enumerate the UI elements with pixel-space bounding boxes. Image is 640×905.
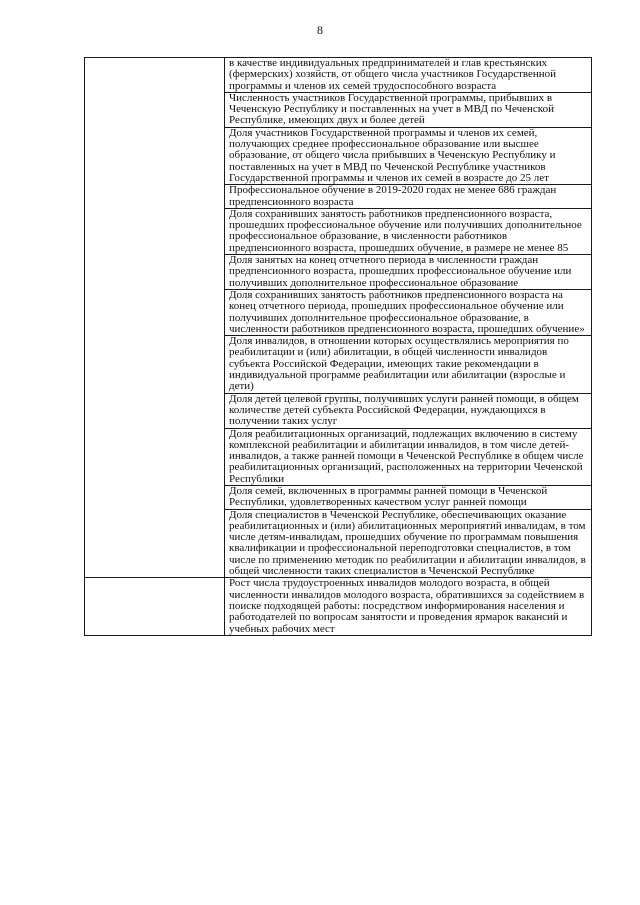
indicator-cell: в качестве индивидуальных предпринимателей и глав крестьянских (фермерских) хозяйств, от общего числа участников Государственной программы и членов их семей трудоспособного возраста xyxy=(225,58,592,93)
indicator-cell: Доля семей, включенных в программы ранней помощи в Чеченской Республики, удовлетворенных качеством услуг ранней помощи xyxy=(225,485,592,509)
indicator-cell: Доля детей целевой группы, получивших услуги ранней помощи, в общем количестве детей субъекта Российской Федерации, нуждающихся в получении таких услуг xyxy=(225,393,592,428)
table-row xyxy=(85,58,592,93)
indicator-cell: Доля сохранивших занятость работников предпенсионного возраста на конец отчетного периода, прошедших профессиональное обучение или получивших дополнительное профессиональное образование, в численности работников предпенсионного возраста, прошедших обучение» xyxy=(225,289,592,335)
indicator-cell: Профессиональное обучение в 2019-2020 годах не менее 686 граждан предпенсионного возраста xyxy=(225,185,592,209)
indicator-cell: Доля реабилитационных организаций, подлежащих включению в систему комплексной реабилитации и абилитации инвалидов, в том числе детей-инвалидов, а также ранней помощи в Чеченской Республике в общем числе реабилитационных организаций, расположенных на территории Чеченской Республики xyxy=(225,428,592,485)
indicator-cell: Доля инвалидов, в отношении которых осуществлялись мероприятия по реабилитации и (или) абилитации, в общей численности инвалидов субъекта Российской Федерации, имеющих такие рекомендации в индивидуальной программе реабилитации или абилитации (взрослые и дети) xyxy=(225,336,592,393)
indicator-cell: Доля специалистов в Чеченской Республике, обеспечивающих оказание реабилитационных и (или) абилитационных мероприятий инвалидам, в том числе детям-инвалидам, прошедших обучение по программам повышения квалификации и профессиональной переподготовки специалистов, в том числе по применению методик по реабилитации и абилитации инвалидов, в общей численности таких специалистов в Чеченской Республике xyxy=(225,509,592,578)
left-empty-cell xyxy=(85,578,225,635)
indicator-cell: Доля занятых на конец отчетного периода в численности граждан предпенсионного возраста, прошедших профессиональное обучение или получивших дополнительное профессиональное образование xyxy=(225,255,592,290)
indicator-cell: Доля сохранивших занятость работников предпенсионного возраста, прошедших профессиональное обучение или получивших дополнительное профессиональное образование, в численности работников предпенсионного возраста, прошедших обучение, в размере не менее 85 xyxy=(225,208,592,254)
indicators-table xyxy=(84,57,592,636)
indicator-cell: Рост числа трудоустроенных инвалидов молодого возраста, в общей численности инвалидов молодого возраста, обратившихся за содействием в поиске подходящей работы: посредством информирования населения и работодателей по вопросам занятости и проведения ярмарок вакансий и учебных рабочих мест xyxy=(225,578,592,635)
indicator-cell: Численность участников Государственной программы, прибывших в Чеченскую Республику и поставленных на учет в МВД по Чеченской Республике, имеющих двух и более детей xyxy=(225,92,592,127)
left-empty-cell xyxy=(85,58,225,578)
page-number: 8 xyxy=(317,23,323,37)
table-row xyxy=(85,578,592,635)
indicator-cell: Доля участников Государственной программы и членов их семей, получающих среднее профессиональное образование или высшее образование, от общего числа прибывших в Чеченскую Республику и поставленных на учет в МВД по Чеченской Республике участников Государственной программы и членов их семей в возрасте до 25 лет xyxy=(225,127,592,184)
